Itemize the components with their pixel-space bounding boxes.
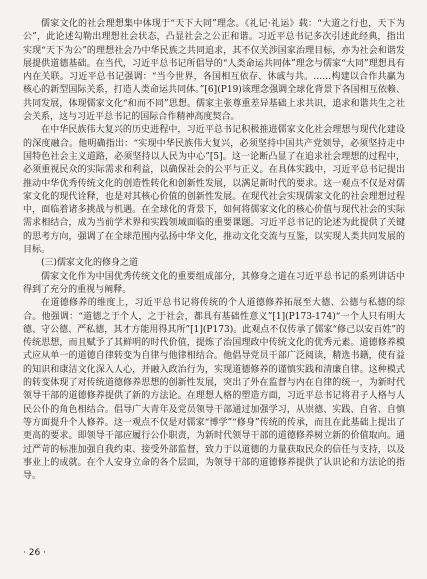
paragraph-self-cultivation-intro: 儒家文化作为中国优秀传统文化的重要组成部分，其修身之道在习近平总书记的系列讲话中得到了充分的重视与阐释。 (23, 271, 405, 295)
paragraph-social-ideal: 儒家文化的社会理想集中体现于“天下大同”理念。《礼记·礼运》载：“大道之行也，天下为公”，此论述勾勒出理想社会状态，凸显社会之公正和谐。习近平总书记多次引述此经典，指出实现“天下为公”的理想社会乃中华民族之共同追求，其不仅关涉国家治理目标，亦为社会和谐发展提供道德基础。在当代，习近平总书记所倡导的“人类命运共同体”理念与儒家“大同”理想具有内在关联。习近平总书记强调：“当今世界，各国相互依存、休戚与共。……构建以合作共赢为核心的新型国际关系，打造人类命运共同体。”[6](P19)该理念强调全球化背景下各国相互依赖、共同发展，体现儒家文化“和而不同”思想。儒家主张尊重差异基础上求共识，追求和谐共生之社会关系，这与习近平总书记的国际合作精神高度契合。 (23, 19, 405, 123)
paragraph-moral-cultivation: 在道德修养的维度上，习近平总书记将传统的个人道德修养拓展至大德、公德与私德的综合。他强调：“道德之于个人，之于社会，都具有基础性意义”[1](P173-174)“一个人只有明大德、守公德、严私德，其才方能用得其所”[1](P173)。此观点不仅传承了儒家“修己以安百姓”的传统思想，而且赋予了其鲜明的时代价值，提炼了治国理政中传统文化的优秀元素。道德修养模式应从单一的道德自律转变为自律与他律相结合。他倡导党员干部广泛阅读，精选书籍，使有益的知识和康洁文化深入人心，并融入政治行为，实现道德修养的谨慎实践和清廉自律。这种模式的转变体现了对传统道德修养思想的创新性发展，突出了外在监督与内在自律的统一，为新时代领导干部的道德修养提供了新的方法论。在理想人格的塑造方面，习近平总书记将君子人格与人民公仆的角色相结合。倡导广大青年及党员领导干部通过加强学习，从崇德、实践、自省、自慎等方面提升个人修养。这一观点不仅是对儒家“博学”“修身”传统的传承，而且在此基础上提出了更高的要求。即领导干部应履行公仆职责，为新时代领导干部的道德修养树立新的价值取向。通过严苛的标准加强自我约束、接受外部监督，致力于以道德的力量获取民众的信任与支持，以及事业上的成就。在个人安身立命的各个层面，为领导干部的道德修养提供了认识论和方法论的指导。 (23, 298, 405, 482)
page-number: · 26 · (23, 548, 46, 558)
paragraph-rejuvenation: 在中华民族伟大复兴的历史进程中，习近平总书记积极推进儒家文化社会理想与现代化建设的深度融合。他明确指出：“实现中华民族伟大复兴，必须坚持中国共产党领导，必须坚持走中国特色社会主义道路，必须坚持以人民为中心”[5]。这一论断凸显了在追求社会理想的过程中，必须重视民众的实际需求和利益，以确保社会的公平与正义。在具体实践中，习近平总书记提出推动中华优秀传统文化的创造性转化和创新性发展，以满足新时代的要求。这一观点不仅是对儒家文化的现代诠释，也是对其核心价值的创新性发展。在现代社会实现儒家文化的社会理想过程中，面临着诸多挑战与机遇。在全球化的背景下，如何将儒家文化的核心价值与现代社会的实际需求相结合，成为当前学术界和实践领域面临的重要课题。习近平总书记的论述为此提供了关键的思考方向，强调了在全球范围内弘扬中华文化，推动文化交流与互鉴，以实现人类共同发展的目标。 (23, 125, 405, 256)
section-heading: (三)儒家文化的修身之道 (41, 258, 139, 269)
